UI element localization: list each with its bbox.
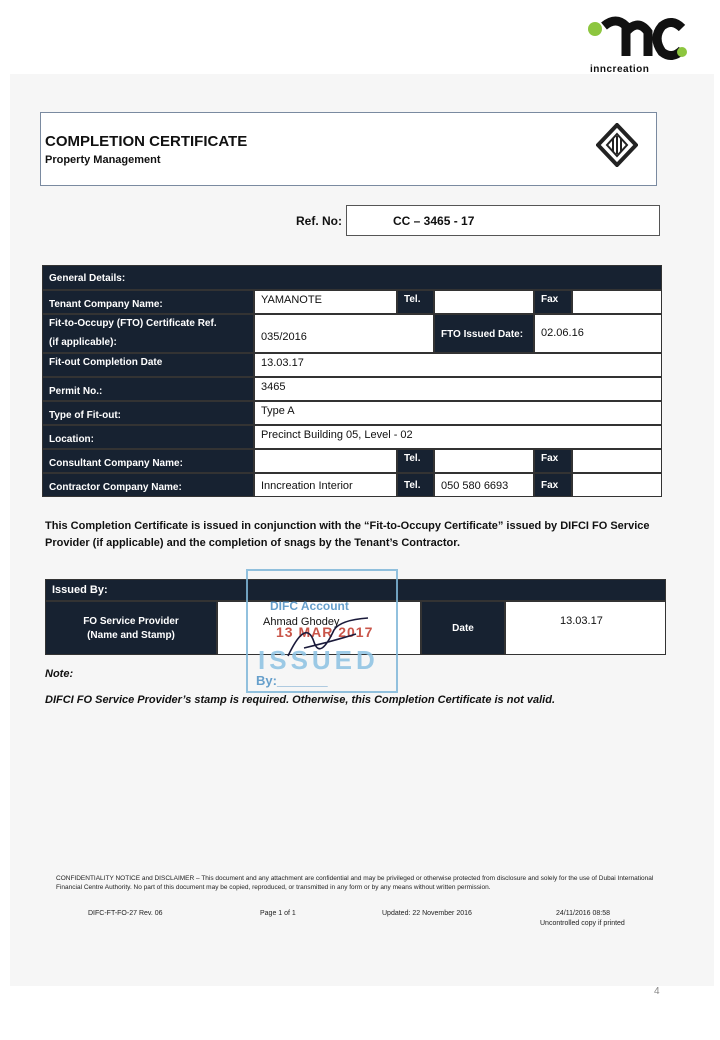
fto-value: 035/2016 <box>254 314 434 353</box>
consultant-tel-label: Tel. <box>397 449 434 473</box>
contractor-fax-label: Fax <box>534 473 572 497</box>
fto-label-line2: (if applicable): <box>49 337 117 348</box>
completion-label: Fit-out Completion Date <box>42 353 254 377</box>
ref-field <box>346 205 660 236</box>
stamp-warning: DIFCI FO Service Provider’s stamp is required. Otherwise, this Completion Certificate is not valid. <box>45 694 556 706</box>
general-details-table <box>42 265 662 497</box>
printed-date: 24/11/2016 08:58 <box>556 910 610 917</box>
stamp-by: By:_______ <box>256 673 328 688</box>
consultant-tel-value <box>434 449 534 473</box>
tenant-fax-value <box>572 290 662 314</box>
page-number: 4 <box>654 986 660 997</box>
disclaimer: CONFIDENTIALITY NOTICE and DISCLAIMER – This document and any attachment are confidential and may be privileged or otherwise protected from disclosure and solely for the use of Dubai International Financial Centre Authority. No part of this document may be copied, reproduced, or transmitted in any form or by any means without written permission. <box>56 875 654 891</box>
form-code: DIFC-FT-FO-27 Rev. 06 <box>88 910 163 917</box>
provider-label-line2: (Name and Stamp) <box>87 630 175 641</box>
tenant-value: YAMANOTE <box>254 290 397 314</box>
contractor-tel-value: 050 580 6693 <box>434 473 534 497</box>
contractor-value: Inncreation Interior <box>254 473 397 497</box>
tenant-label: Tenant Company Name: <box>42 290 254 314</box>
consultant-fax-value <box>572 449 662 473</box>
permit-value: 3465 <box>254 377 662 401</box>
location-label: Location: <box>42 425 254 449</box>
stamp-account: DIFC Account <box>270 599 349 613</box>
general-details-heading: General Details: <box>42 265 662 290</box>
issued-date-label: Date <box>421 601 505 655</box>
page-subtitle: Property Management <box>45 154 161 166</box>
certificate-header <box>40 112 657 186</box>
contractor-tel-label: Tel. <box>397 473 434 497</box>
stamp-date: 13 MAR 2017 <box>276 624 374 640</box>
location-value: Precinct Building 05, Level - 02 <box>254 425 662 449</box>
stamp-issued: ISSUED <box>258 645 379 675</box>
fto-issued-value: 02.06.16 <box>534 314 662 353</box>
permit-label: Permit No.: <box>42 377 254 401</box>
ref-label: Ref. No: <box>296 214 342 228</box>
consultant-value <box>254 449 397 473</box>
difc-diamond-logo-icon <box>596 123 638 167</box>
page-title: COMPLETION CERTIFICATE <box>45 133 248 150</box>
fto-issued-label: FTO Issued Date: <box>434 314 534 353</box>
note-label: Note: <box>45 668 74 680</box>
page-count: Page 1 of 1 <box>260 910 296 917</box>
logo-wordmark: inncreation <box>590 64 650 75</box>
updated-date: Updated: 22 November 2016 <box>382 910 472 917</box>
tenant-tel-label: Tel. <box>397 290 434 314</box>
signature-icon <box>282 612 374 666</box>
consultant-label: Consultant Company Name: <box>42 449 254 473</box>
completion-value: 13.03.17 <box>254 353 662 377</box>
contractor-label: Contractor Company Name: <box>42 473 254 497</box>
fto-label-line1: Fit-to-Occupy (FTO) Certificate Ref. <box>49 318 217 329</box>
contractor-fax-value <box>572 473 662 497</box>
certificate-statement: This Completion Certificate is issued in conjunction with the “Fit-to-Occupy Certificate” issued by DIFCI FO Service Provider (if applicable) and the completion of snags by the Tenant’s Contractor. <box>45 520 650 549</box>
provider-label <box>45 601 217 655</box>
fitout-type-label: Type of Fit-out: <box>42 401 254 425</box>
issued-date-value: 13.03.17 <box>505 601 666 655</box>
issued-by-heading: Issued By: <box>45 579 666 601</box>
fitout-type-value: Type A <box>254 401 662 425</box>
provider-label-line1: FO Service Provider <box>83 616 179 627</box>
fto-label <box>42 314 254 353</box>
tenant-tel-value <box>434 290 534 314</box>
tenant-fax-label: Fax <box>534 290 572 314</box>
signer-name: Ahmad Ghodey <box>263 616 340 628</box>
ref-value: CC – 3465 - 17 <box>393 214 475 228</box>
consultant-fax-label: Fax <box>534 449 572 473</box>
uncontrolled-note: Uncontrolled copy if printed <box>540 920 625 927</box>
